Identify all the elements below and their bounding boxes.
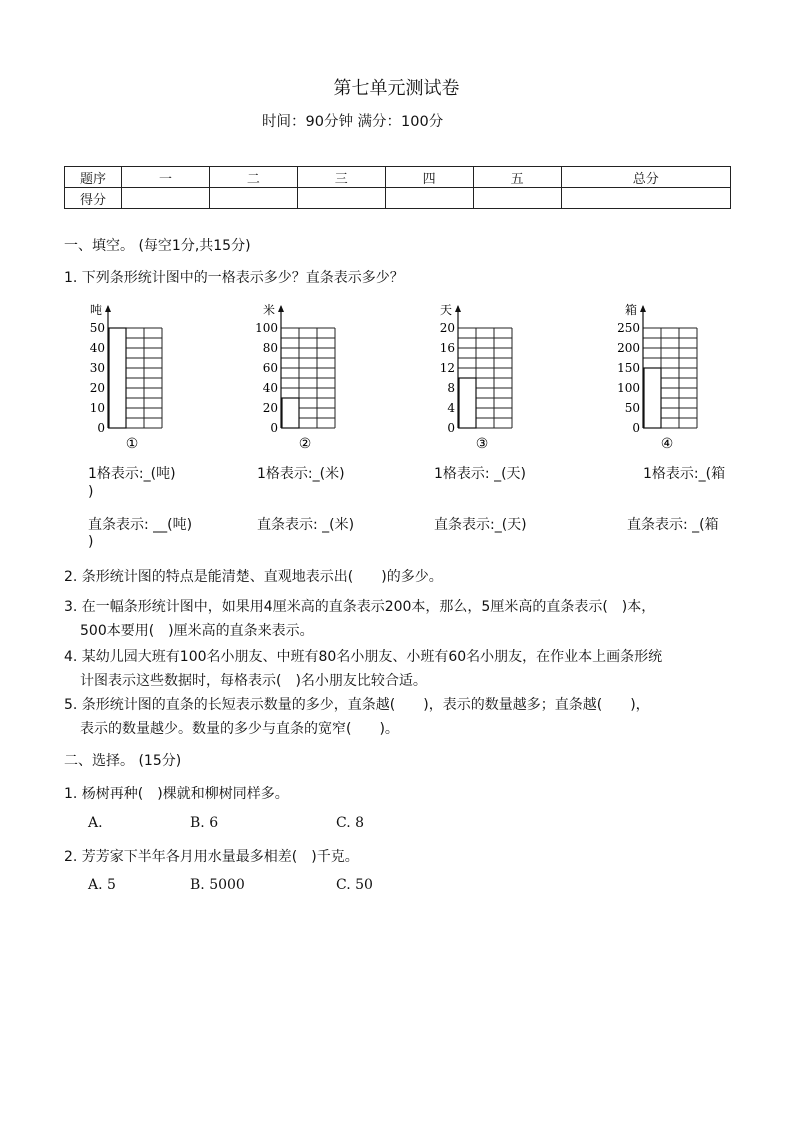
fill-grid-4-wrap: ) (88, 484, 94, 500)
score-cell[interactable] (561, 188, 730, 209)
score-table-column: 五 (473, 167, 561, 188)
y-axis-arrow (640, 305, 646, 312)
fill-grid-3: 1格表示: _(天) (434, 466, 526, 482)
question-1-1: 1. 下列条形统计图中的一格表示多少？直条表示多少？ (64, 270, 404, 286)
tick-label: 80 (262, 341, 278, 355)
bar-charts-figure (80, 298, 720, 458)
chart-number: ② (298, 436, 312, 452)
option-a[interactable]: A. (88, 815, 103, 831)
option-a[interactable]: A. 5 (88, 877, 116, 893)
y-axis-arrow (455, 305, 461, 312)
tick-label: 30 (89, 361, 105, 375)
tick-label: 4 (447, 401, 455, 415)
tick-label: 12 (439, 361, 455, 375)
option-b[interactable]: B. 6 (190, 815, 219, 831)
tick-label: 0 (632, 421, 640, 435)
score-table-row-label: 题序 (65, 167, 122, 188)
score-table-column: 四 (385, 167, 473, 188)
score-table-column: 一 (122, 167, 210, 188)
tick-label: 100 (617, 381, 640, 395)
tick-label: 60 (262, 361, 278, 375)
question-1-3-line1: 3. 在一幅条形统计图中，如果用4厘米高的直条表示200本，那么，5厘米高的直条表示( )本， (64, 599, 656, 615)
tick-label: 40 (262, 381, 278, 395)
bar (282, 398, 299, 428)
y-axis-arrow (105, 305, 111, 312)
tick-label: 100 (255, 321, 278, 335)
tick-label: 10 (89, 401, 105, 415)
tick-label: 50 (624, 401, 640, 415)
page-subtitle: 时间：90分钟 满分：100分 (262, 114, 444, 130)
fill-bar-4: 直条表示: _(箱 (627, 517, 719, 533)
page-title: 第七单元测试卷 (333, 78, 460, 99)
option-c[interactable]: C. 8 (336, 815, 365, 831)
score-table-row-label: 得分 (65, 188, 122, 209)
tick-label: 0 (97, 421, 105, 435)
tick-label: 8 (447, 381, 455, 395)
fill-bar-4-wrap: ) (88, 534, 94, 550)
bar (109, 328, 126, 428)
unit-label: 吨 (89, 303, 102, 317)
tick-label: 150 (617, 361, 640, 375)
tick-label: 200 (617, 341, 640, 355)
score-table (64, 166, 731, 209)
fill-bar-3: 直条表示:_(天) (434, 517, 527, 533)
tick-label: 0 (447, 421, 455, 435)
tick-label: 0 (270, 421, 278, 435)
question-1-5-line1: 5. 条形统计图的直条的长短表示数量的多少，直条越( )，表示的数量越多；直条越( )， (64, 697, 650, 713)
score-table-score-row (65, 188, 731, 209)
question-1-3-line2: 500本要用( )厘米高的直条来表示。 (80, 623, 314, 639)
section1-heading: 一、填空。 (每空1分,共15分) (64, 238, 251, 254)
score-cell[interactable] (209, 188, 297, 209)
score-cell[interactable] (122, 188, 210, 209)
score-cell[interactable] (473, 188, 561, 209)
tick-label: 20 (439, 321, 455, 335)
fill-bar-1: 直条表示: __(吨) (88, 517, 193, 533)
tick-label: 250 (617, 321, 640, 335)
fill-bar-2: 直条表示: _(米) (257, 517, 355, 533)
unit-label: 箱 (624, 303, 637, 317)
question-1-4-line1: 4. 某幼儿园大班有100名小朋友、中班有80名小朋友、小班有60名小朋友，在作业本上画条形统 (64, 649, 663, 665)
unit-label: 米 (262, 303, 275, 317)
bar-chart-4 (617, 303, 697, 452)
bar-chart-2 (255, 302, 335, 452)
bar (644, 368, 661, 428)
score-cell[interactable] (297, 188, 385, 209)
y-axis-arrow (278, 305, 284, 312)
tick-label: 16 (439, 341, 455, 355)
score-table-column: 二 (209, 167, 297, 188)
score-table-header-row (65, 167, 731, 188)
fill-grid-1: 1格表示:_(吨) (88, 466, 176, 482)
question-1-5-line2: 表示的数量越少。数量的多少与直条的宽窄( )。 (80, 721, 399, 737)
option-b[interactable]: B. 5000 (190, 877, 245, 893)
option-c[interactable]: C. 50 (336, 877, 373, 893)
tick-label: 50 (89, 321, 105, 335)
bar-chart-1 (90, 302, 162, 452)
tick-label: 20 (89, 381, 105, 395)
score-cell[interactable] (385, 188, 473, 209)
chart-number: ③ (475, 436, 489, 452)
fill-grid-4: 1格表示:_(箱 (643, 466, 726, 482)
unit-label: 天 (439, 303, 452, 317)
chart-number: ① (125, 436, 139, 452)
score-table-column: 总分 (561, 167, 730, 188)
bar-chart-3 (440, 303, 512, 452)
tick-label: 40 (89, 341, 105, 355)
question-2-1: 1. 杨树再种( )棵就和柳树同样多。 (64, 786, 289, 802)
section2-heading: 二、选择。 (15分) (64, 753, 182, 769)
question-2-2: 2. 芳芳家下半年各月用水量最多相差( )千克。 (64, 849, 359, 865)
tick-label: 20 (262, 401, 278, 415)
question-1-2: 2. 条形统计图的特点是能清楚、直观地表示出( )的多少。 (64, 569, 443, 585)
question-1-4-line2: 计图表示这些数据时，每格表示( )名小朋友比较合适。 (80, 673, 427, 689)
bar (459, 378, 476, 428)
chart-number: ④ (660, 436, 674, 452)
score-table-column: 三 (297, 167, 385, 188)
fill-grid-2: 1格表示:_(米) (257, 466, 345, 482)
